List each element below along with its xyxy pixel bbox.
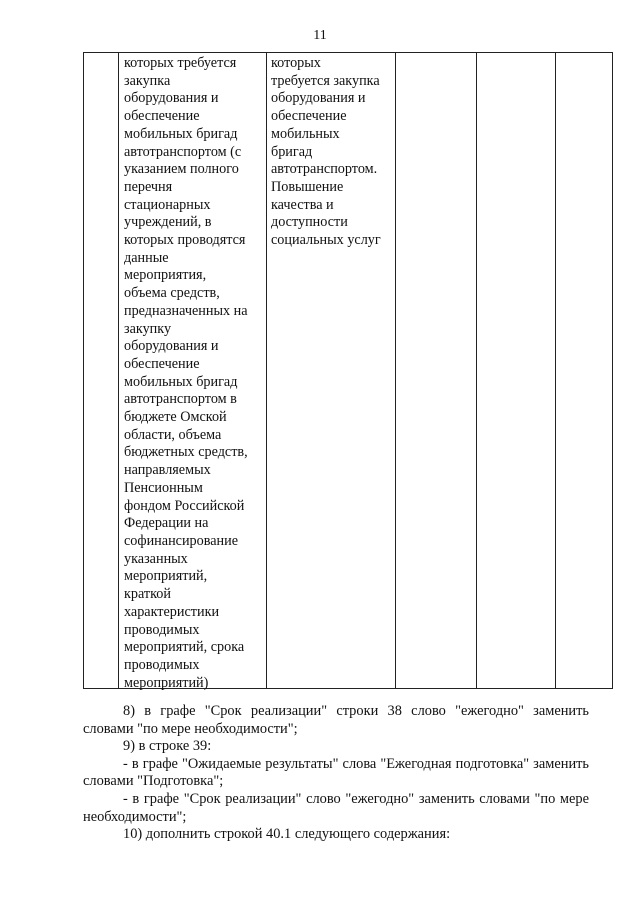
table-cell-description: которых требуется закупка оборудования и обеспечение мобильных бригад автотранспортом (с указанием полного перечня стационарных учреждений, в которых проводятся данные мероприятия, объема средств, предназначенных на закупку оборудования и обеспечение мобильных бригад автотранспортом в бюджете Омской области, объема бюджетных средств, направляемых Пенсионным фондом Российской Федерации на софинансирование указанных мероприятий, краткой характеристики проводимых мероприятий, срока проводимых мероприятий)	[124, 55, 248, 691]
page-number: 11	[313, 28, 327, 43]
table	[83, 52, 613, 689]
paragraph-8: 8) в графе "Срок реализации" строки 38 слово "ежегодно" заменить словами "по мере необходимости";	[83, 703, 589, 737]
column-divider-5	[555, 53, 556, 688]
paragraph-9-item-1: - в графе "Ожидаемые результаты" слова "Ежегодная подготовка" заменить словами "Подготовка";	[83, 755, 589, 790]
amendment-paragraphs	[83, 703, 589, 844]
paragraph-10: 10) дополнить строкой 40.1 следующего содержания:	[123, 826, 451, 843]
column-divider-4	[476, 53, 477, 688]
column-divider-2	[266, 53, 267, 688]
paragraph-9: 9) в строке 39:	[123, 738, 212, 755]
column-divider-1	[118, 53, 119, 688]
paragraph-9-item-2: - в графе "Срок реализации" слово "ежегодно" заменить словами "по мере необходимости";	[83, 790, 589, 825]
table-cell-expected-results: которых требуется закупка оборудования и обеспечение мобильных бригад автотранспортом. Повышение качества и доступности социальных услуг	[271, 55, 381, 249]
